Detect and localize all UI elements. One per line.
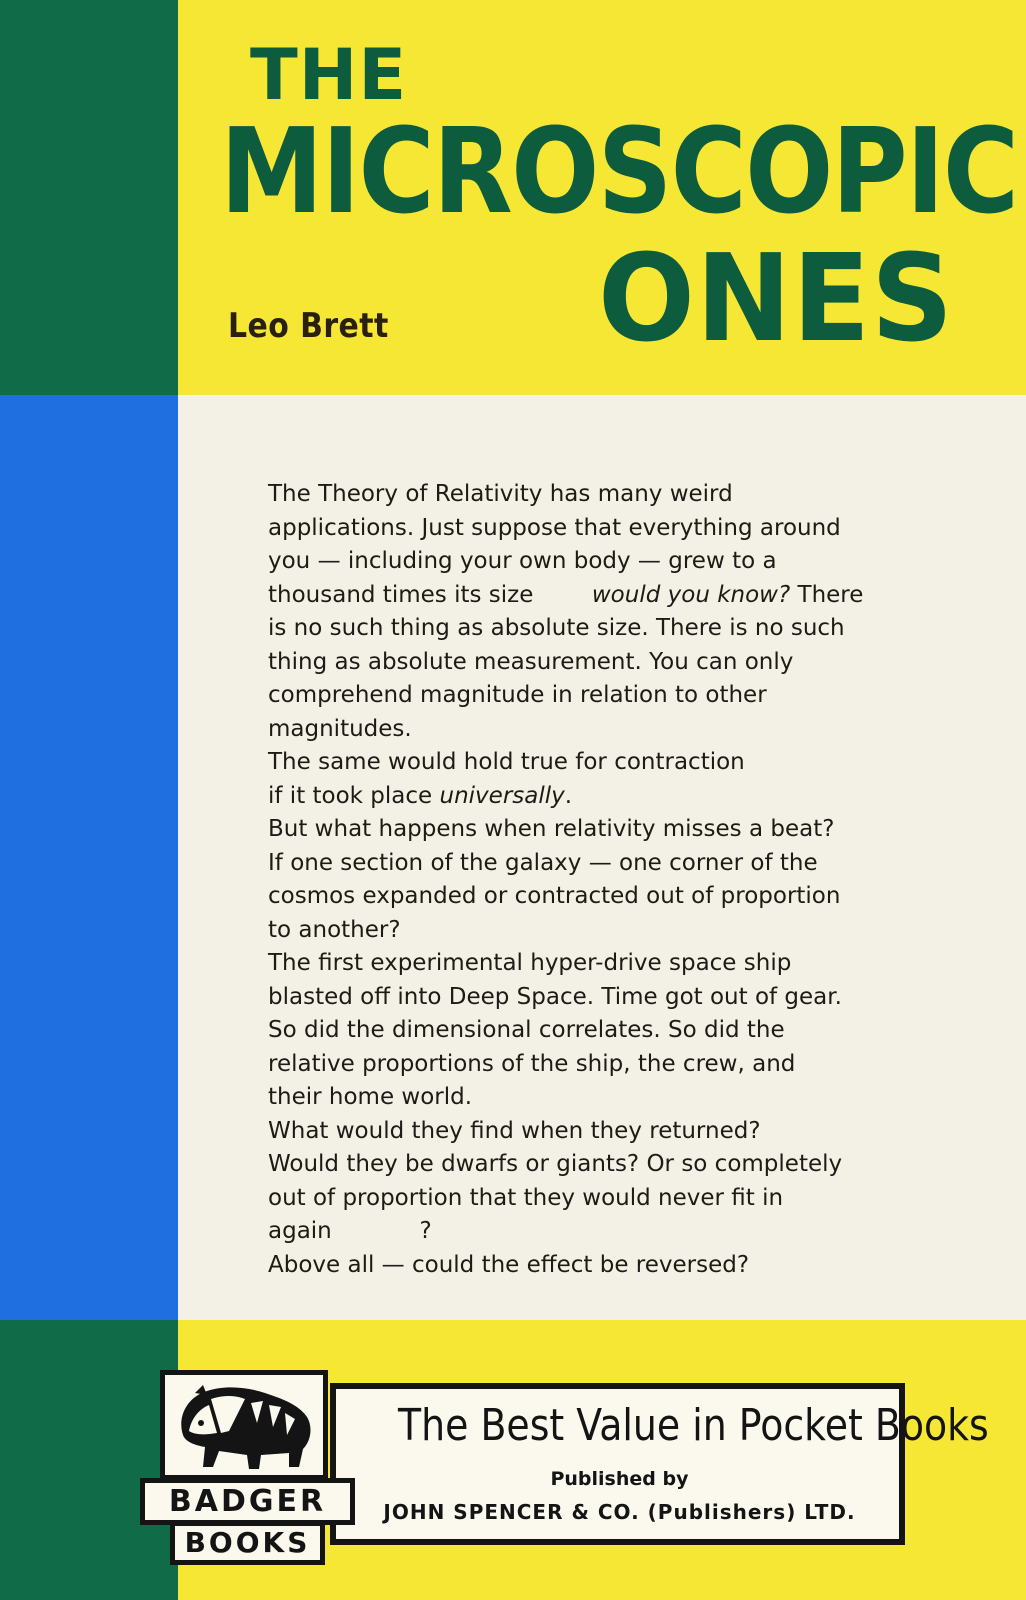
ad-slogan: The Best Value in Pocket Books (398, 1400, 989, 1451)
blurb-line: thousand times its size would you know? There (268, 581, 864, 608)
blurb-line: relative proportions of the ship, the crew, and (268, 1050, 796, 1077)
blurb-line: blasted off into Deep Space. Time got out of gear. (268, 983, 842, 1010)
badger-logo-box (160, 1370, 328, 1480)
title-line-the: THE (250, 34, 408, 116)
bottom-left-green-panel (0, 1320, 178, 1600)
blurb-line: The first experimental hyper-drive space ship (268, 950, 792, 976)
blurb-line: is no such thing as absolute size. There is no such (268, 615, 845, 641)
blurb-line: The Theory of Relativity has many weird (268, 481, 733, 507)
blurb-line: again ? (268, 1218, 432, 1244)
badge-books-label: BOOKS (170, 1521, 325, 1565)
blurb-line: cosmos expanded or contracted out of proportion (268, 883, 841, 909)
blurb-line: their home world. (268, 1084, 473, 1110)
published-by-label: Published by (550, 1468, 689, 1490)
title-line-microscopic: MICROSCOPIC (220, 102, 1018, 240)
blurb-line: to another? (268, 916, 401, 943)
blurb-line: Would they be dwarfs or giants? Or so completely (268, 1151, 843, 1177)
blurb-line: applications. Just suppose that everything around (268, 514, 841, 541)
publisher-name: JOHN SPENCER & CO. (Publishers) LTD. (383, 1500, 856, 1524)
blurb-line: comprehend magnitude in relation to other (268, 682, 767, 708)
blurb-line: magnitudes. (268, 715, 412, 742)
blurb-line: you — including your own body — grew to a (268, 548, 777, 574)
blurb-line: So did the dimensional correlates. So did the (268, 1017, 785, 1043)
blurb-line: Above all — could the effect be reversed? (268, 1251, 750, 1278)
blurb-text (268, 478, 908, 1282)
blurb-line: if it took place universally. (268, 782, 573, 809)
blurb-line: thing as absolute measurement. You can only (268, 648, 794, 675)
blurb-line: If one section of the galaxy — one corner of the (268, 849, 818, 876)
left-blue-panel (0, 395, 178, 1320)
badger-icon (165, 1375, 323, 1475)
blurb-line: The same would hold true for contraction (268, 749, 745, 775)
author-name: Leo Brett (228, 306, 389, 346)
blurb-line: out of proportion that they would never fit in (268, 1184, 784, 1211)
top-left-green-panel (0, 0, 178, 395)
title-line-ones: ONES (598, 230, 955, 369)
badge-badger-label: BADGER (140, 1478, 355, 1525)
blurb-line: What would they find when they returned? (268, 1117, 761, 1144)
blurb-line: But what happens when relativity misses a beat? (268, 816, 835, 842)
